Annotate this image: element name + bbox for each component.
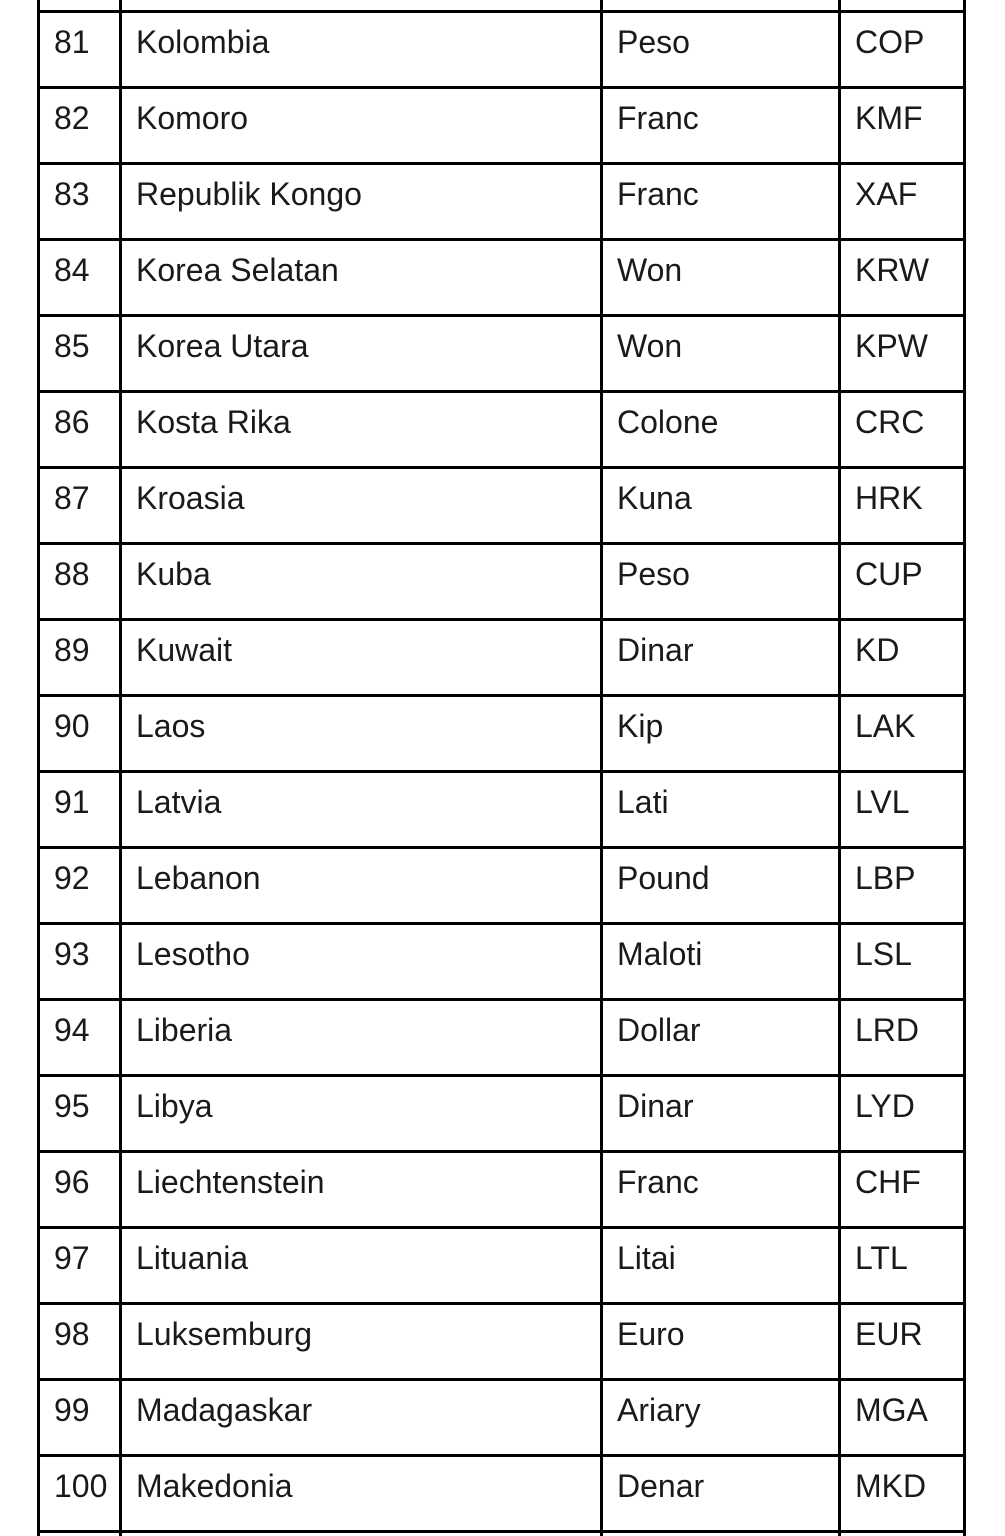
table-row: [39, 924, 965, 1000]
table-row: [39, 468, 965, 544]
code-cell: LSL: [840, 924, 965, 1000]
currency-cell: Kuna: [602, 468, 840, 544]
country-cell: [121, 1532, 602, 1536]
country-cell: Liberia: [121, 1000, 602, 1076]
currency-cell: Peso: [602, 12, 840, 88]
country-cell: Republik Kongo: [121, 164, 602, 240]
currency-cell: Denar: [602, 1456, 840, 1532]
currency-cell: Peso: [602, 544, 840, 620]
row-number-cell: 98: [39, 1304, 121, 1380]
currency-cell: Euro: [602, 1304, 840, 1380]
country-cell: Kosta Rika: [121, 392, 602, 468]
code-cell: LTL: [840, 1228, 965, 1304]
code-cell: COP: [840, 12, 965, 88]
country-cell: Libya: [121, 1076, 602, 1152]
code-cell: EUR: [840, 1304, 965, 1380]
table-row: [39, 848, 965, 924]
row-number-cell: 86: [39, 392, 121, 468]
row-number-cell: 100: [39, 1456, 121, 1532]
currency-cell: Franc: [602, 88, 840, 164]
country-cell: Laos: [121, 696, 602, 772]
code-cell: XAF: [840, 164, 965, 240]
table-row: [39, 392, 965, 468]
row-number-cell: 92: [39, 848, 121, 924]
table-row: [39, 88, 965, 164]
row-number-cell: 82: [39, 88, 121, 164]
table-body: [39, 0, 965, 1536]
code-cell: KD: [840, 620, 965, 696]
row-number-cell: 91: [39, 772, 121, 848]
table-row: [39, 164, 965, 240]
currency-table: [37, 0, 966, 1536]
code-cell: CHF: [840, 1152, 965, 1228]
currency-cell: Ariary: [602, 1380, 840, 1456]
code-cell: CUP: [840, 544, 965, 620]
table-row: [39, 1304, 965, 1380]
row-number-cell: 85: [39, 316, 121, 392]
row-number-cell: 81: [39, 12, 121, 88]
currency-cell: [602, 1532, 840, 1536]
code-cell: LRD: [840, 1000, 965, 1076]
currency-cell: Dinar: [602, 620, 840, 696]
currency-cell: Maloti: [602, 924, 840, 1000]
code-cell: LAK: [840, 696, 965, 772]
table-row: [39, 696, 965, 772]
table-row: [39, 1228, 965, 1304]
table-row: [39, 772, 965, 848]
currency-cell: Kip: [602, 696, 840, 772]
row-number-cell: 93: [39, 924, 121, 1000]
row-number-cell: 88: [39, 544, 121, 620]
currency-cell: Franc: [602, 1152, 840, 1228]
country-cell: Kroasia: [121, 468, 602, 544]
table-row: [39, 316, 965, 392]
code-cell: [840, 0, 965, 12]
partial-row-bottom: [39, 1532, 965, 1536]
country-cell: Latvia: [121, 772, 602, 848]
row-number-cell: 95: [39, 1076, 121, 1152]
code-cell: LBP: [840, 848, 965, 924]
row-number-cell: 94: [39, 1000, 121, 1076]
table-row: [39, 240, 965, 316]
code-cell: CRC: [840, 392, 965, 468]
row-number-cell: [39, 1532, 121, 1536]
currency-cell: Pound: [602, 848, 840, 924]
row-number-cell: 83: [39, 164, 121, 240]
code-cell: MKD: [840, 1456, 965, 1532]
code-cell: LYD: [840, 1076, 965, 1152]
table-row: [39, 1456, 965, 1532]
row-number-cell: [39, 0, 121, 12]
table-row: [39, 1152, 965, 1228]
row-number-cell: 84: [39, 240, 121, 316]
code-cell: KPW: [840, 316, 965, 392]
row-number-cell: 99: [39, 1380, 121, 1456]
code-cell: [840, 1532, 965, 1536]
partial-row-top: [39, 0, 965, 12]
table-row: [39, 1380, 965, 1456]
row-number-cell: 96: [39, 1152, 121, 1228]
currency-cell: Won: [602, 316, 840, 392]
currency-cell: [602, 0, 840, 12]
table-row: [39, 620, 965, 696]
currency-cell: Won: [602, 240, 840, 316]
country-cell: Kuba: [121, 544, 602, 620]
country-cell: Madagaskar: [121, 1380, 602, 1456]
country-cell: Korea Selatan: [121, 240, 602, 316]
currency-cell: Litai: [602, 1228, 840, 1304]
table-row: [39, 1000, 965, 1076]
table-row: [39, 12, 965, 88]
row-number-cell: 97: [39, 1228, 121, 1304]
row-number-cell: 90: [39, 696, 121, 772]
country-cell: Makedonia: [121, 1456, 602, 1532]
country-cell: Lebanon: [121, 848, 602, 924]
currency-cell: Dinar: [602, 1076, 840, 1152]
country-cell: Lesotho: [121, 924, 602, 1000]
country-cell: Liechtenstein: [121, 1152, 602, 1228]
country-cell: Kolombia: [121, 12, 602, 88]
country-cell: [121, 0, 602, 12]
country-cell: Korea Utara: [121, 316, 602, 392]
row-number-cell: 87: [39, 468, 121, 544]
code-cell: HRK: [840, 468, 965, 544]
code-cell: KMF: [840, 88, 965, 164]
country-cell: Komoro: [121, 88, 602, 164]
code-cell: MGA: [840, 1380, 965, 1456]
currency-cell: Dollar: [602, 1000, 840, 1076]
code-cell: KRW: [840, 240, 965, 316]
table-row: [39, 544, 965, 620]
currency-cell: Lati: [602, 772, 840, 848]
currency-cell: Franc: [602, 164, 840, 240]
table-row: [39, 1076, 965, 1152]
row-number-cell: 89: [39, 620, 121, 696]
country-cell: Luksemburg: [121, 1304, 602, 1380]
code-cell: LVL: [840, 772, 965, 848]
country-cell: Kuwait: [121, 620, 602, 696]
country-cell: Lituania: [121, 1228, 602, 1304]
currency-cell: Colone: [602, 392, 840, 468]
